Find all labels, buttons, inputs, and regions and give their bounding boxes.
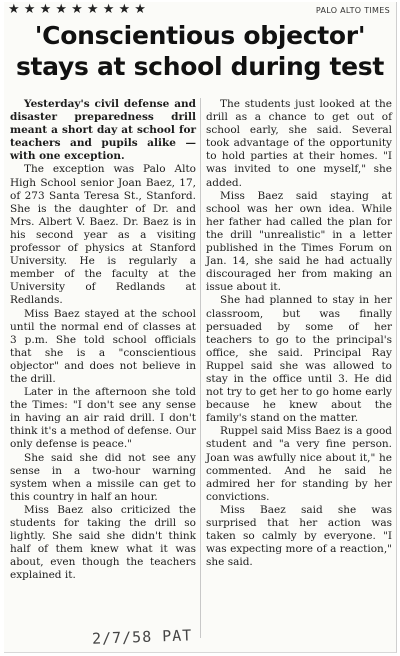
article-paragraph: Yesterday's civil defense and disaster preparedness drill meant a short day at school for teachers and pupils alike — with one exception.: [10, 98, 196, 163]
article-paragraph: The students just looked at the drill as a chance to get out of school early, she said. Several took advantage of the opportunity to hold parties at their homes. "I was invited to one myself," she added.: [206, 98, 392, 189]
masthead-stars: ★ ★ ★ ★ ★ ★ ★ ★ ★: [8, 2, 146, 17]
article-paragraph: Ruppel said Miss Baez is a good student and "a very fine person. Joan was awfully nice about it," he commented. And he said he admired her for standing by her convictions.: [206, 425, 392, 503]
article-headline: [6, 20, 394, 82]
article-column-right: [206, 98, 392, 569]
article-paragraph: The exception was Palo Alto High School senior Joan Baez, 17, of 273 Santa Teresa St., Stanford. She is the daughter of Dr. and Mrs. Albert V. Baez. Dr. Baez is in his second year as a visiting professor of physics at Stanford University. He is regularly a member of the faculty at the University of Redlands at Redlands.: [10, 163, 196, 307]
article-paragraph: Miss Baez said she was surprised that her action was taken so calmly by everyone. "I was expecting more of a reaction," she said.: [206, 503, 392, 569]
article-column-left: [10, 98, 196, 582]
handwritten-date-note: 2/7/58 PAT: [91, 626, 193, 648]
article-paragraph: Miss Baez stayed at the school until the normal end of classes at 3 p.m. She told school officials that she is a "conscientious objector" and does not believe in the drill.: [10, 307, 196, 385]
newspaper-clipping: [4, 2, 397, 653]
headline-line-2: stays at school during test: [15, 52, 385, 81]
article-paragraph: Miss Baez also criticized the students for taking the drill so lightly. She said she didn't think half of them knew what it was about, even though the teachers explained it.: [10, 503, 196, 582]
column-divider: [200, 98, 201, 638]
article-paragraph: She had planned to stay in her classroom, but was finally persuaded by some of her teachers to go to the principal's office, she said. Principal Ray Ruppel said she was allowed to stay in the office until 3. He did not try to get her to go home early because he knew about the family's stand on the matter.: [206, 294, 392, 425]
newspaper-name: PALO ALTO TIMES: [315, 6, 390, 15]
article-paragraph: She said she did not see any sense in a two-hour warning system when a missile can get to this country in half an hour.: [10, 451, 196, 503]
article-paragraph: Later in the afternoon she told the Times: "I don't see any sense in having an air raid drill. I don't think it's a method of defense. Our only defense is peace.": [10, 386, 196, 451]
article-paragraph: Miss Baez said staying at school was her own idea. While her father had called the plan for the drill "unrealistic" in a letter published in the Times Forum on Jan. 14, she said he had actually discouraged her from making an issue about it.: [206, 189, 392, 294]
headline-line-1: 'Conscientious objector': [34, 21, 366, 50]
